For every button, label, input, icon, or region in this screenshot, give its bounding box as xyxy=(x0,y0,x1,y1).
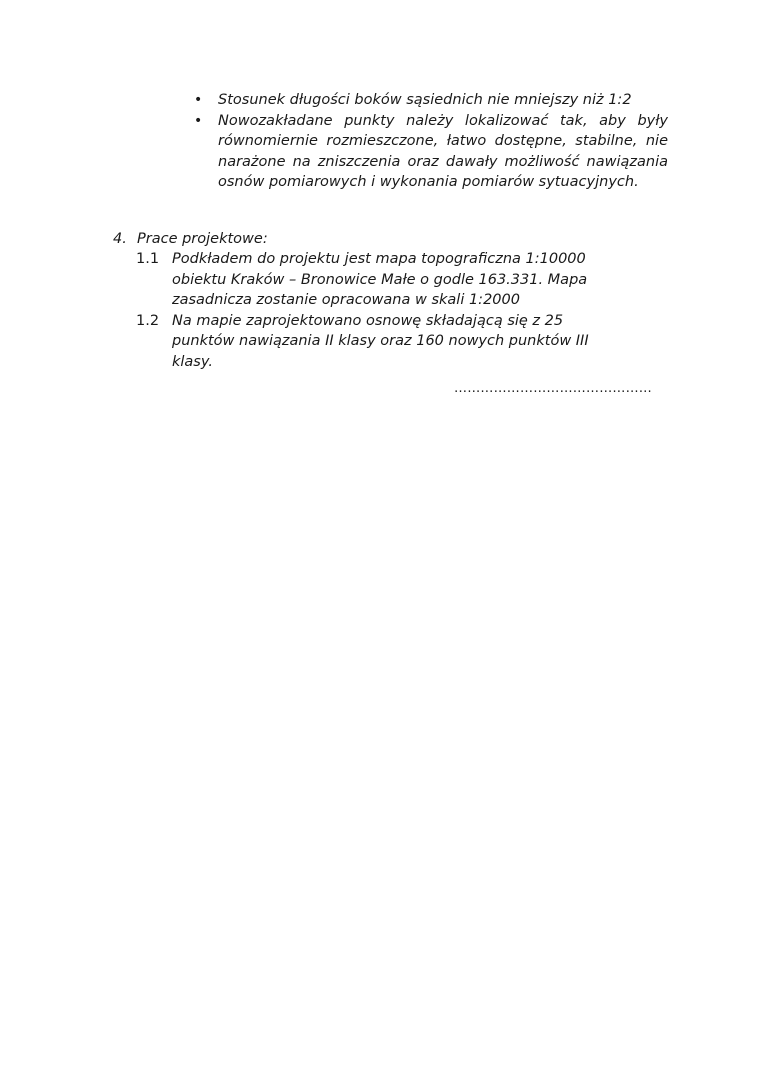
signature-line: ……………………………………… xyxy=(454,381,652,396)
section-title: Prace projektowe: xyxy=(137,231,268,247)
bullet-item xyxy=(192,90,668,111)
subsection-text: Na mapie zaprojektowano osnowę składającą się z 25 punktów nawiązania II klasy oraz 160 nowych punktów III klasy. xyxy=(172,312,589,370)
subsection-number: 1.2 xyxy=(136,312,160,329)
bullet-icon: • xyxy=(194,112,203,129)
section-prace-projektowe xyxy=(113,229,668,372)
section-number: 4. xyxy=(113,231,127,247)
bullet-item xyxy=(192,111,668,193)
bullet-text: Nowozakładane punkty należy lokalizować tak, aby były równomiernie rozmieszczone, łatwo dostępne, stabilne, nie narażone na zniszczenia oraz dawały możliwość nawiązania osnów pomiarowych i wykonania pomiarów sytuacyjnych. xyxy=(218,112,668,190)
bullet-text: Stosunek długości boków sąsiednich nie mniejszy niż 1:2 xyxy=(218,92,632,108)
section-heading xyxy=(113,229,668,249)
bullet-icon: • xyxy=(194,92,203,108)
subsection-item xyxy=(113,311,620,373)
bullet-list xyxy=(192,90,668,193)
subsection-number: 1.1 xyxy=(136,251,160,267)
subsection-item xyxy=(113,249,620,311)
subsection-text: Podkładem do projektu jest mapa topograficzna 1:10000 obiektu Kraków – Bronowice Małe o godle 163.331. Mapa zasadnicza zostanie opracowana w skali 1:2000 xyxy=(172,251,588,308)
